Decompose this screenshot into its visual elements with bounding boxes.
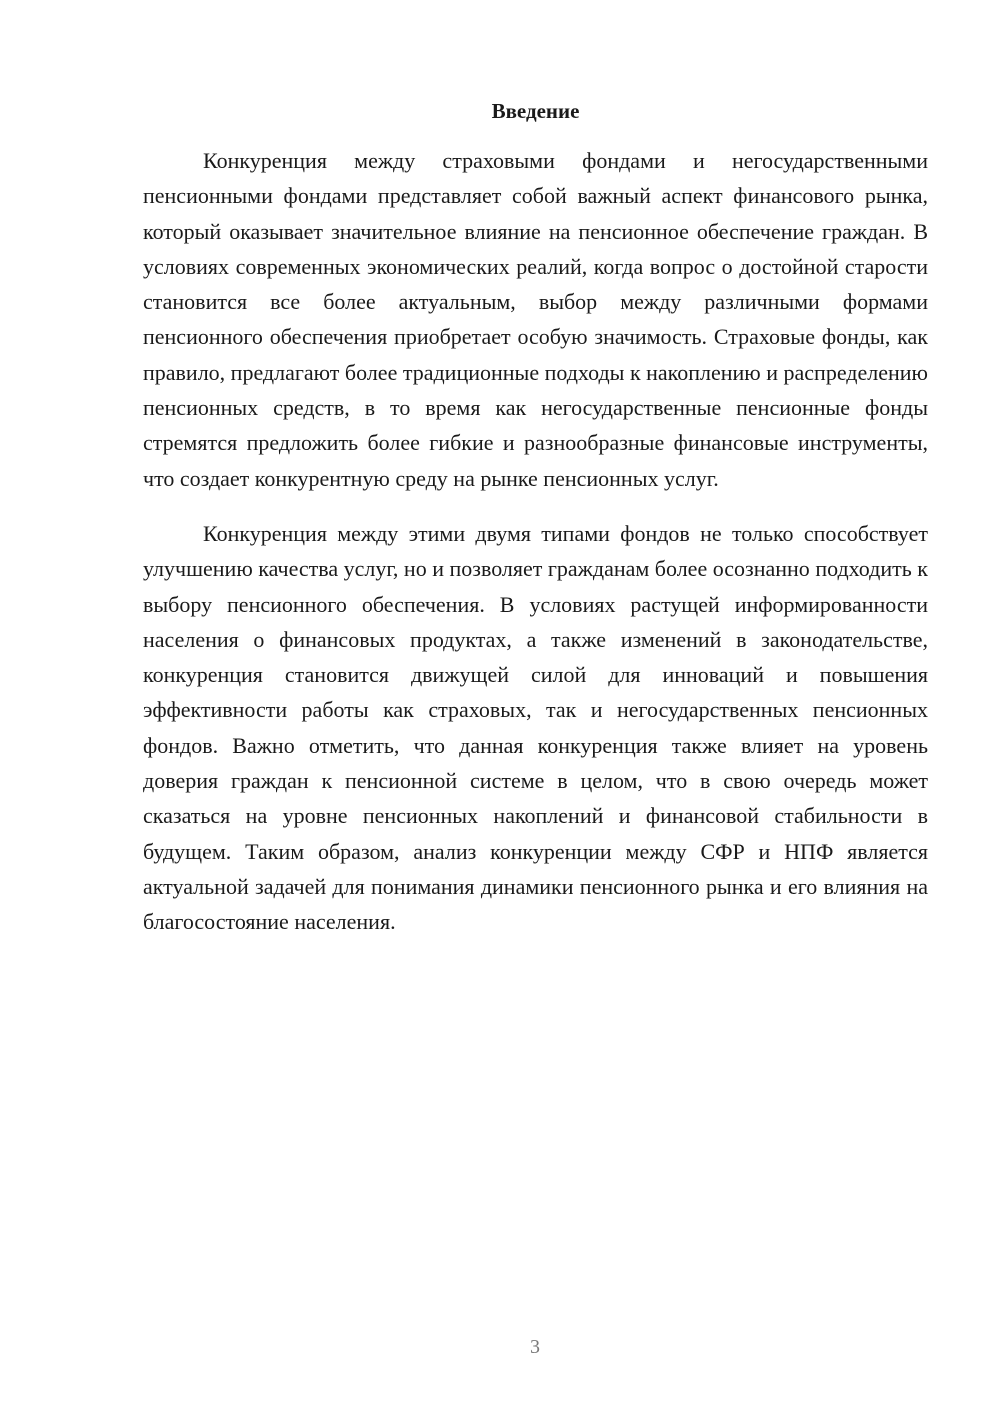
page-number: 3	[530, 1336, 540, 1358]
section-heading: Введение	[491, 99, 580, 123]
paragraph: Конкуренция между этими двумя типами фондов не только способствует улучшению качества услуг, но и позволяет гражданам более осознанно подходить к выбору пенсионного обеспечения. В условиях растущей информированности населения о финансовых продуктах, а также изменений в законодательстве, конкуренция становится движущей силой для инноваций и повышения эффективности работы как страховых, так и негосударственных пенсионных фондов. Важно отметить, что данная конкуренция также влияет на уровень доверия граждан к пенсионной системе в целом, что в свою очередь может сказаться на уровне пенсионных накоплений и финансовой стабильности в будущем. Таким образом, анализ конкуренции между СФР и НПФ является актуальной задачей для понимания динамики пенсионного рынка и его влияния на благосостояние населения.	[143, 520, 928, 935]
paragraph: Конкуренция между страховыми фондами и негосударственными пенсионными фондами представляет собой важный аспект финансового рынка, который оказывает значительное влияние на пенсионное обеспечение граждан. В условиях современных экономических реалий, когда вопрос о достойной старости становится все более актуальным, выбор между различными формами пенсионного обеспечения приобретает особую значимость. Страховые фонды, как правило, предлагают более традиционные подходы к накоплению и распределению пенсионных средств, в то время как негосударственные пенсионные фонды стремятся предложить более гибкие и разнообразные финансовые инструменты, что создает конкурентную среду на рынке пенсионных услуг.	[143, 148, 928, 491]
body-text	[143, 143, 928, 940]
